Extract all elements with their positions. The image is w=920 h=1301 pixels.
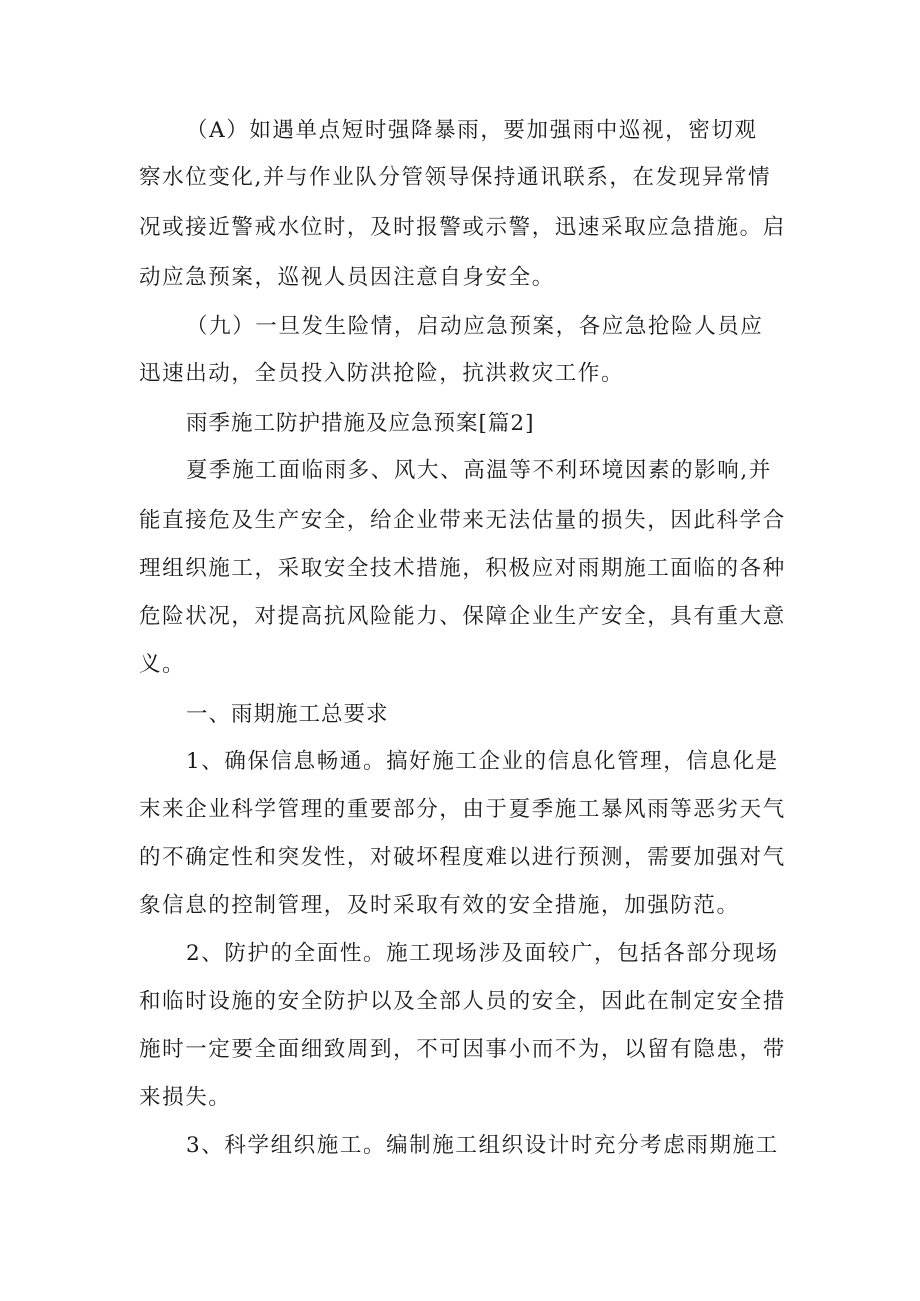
item-1-line-1: 1、确保信息畅通。搞好施工企业的信息化管理，信息化是 [186,749,779,774]
item-2-line-1: 2、防护的全面性。施工现场涉及面较广，包括各部分现场 [186,941,779,966]
section-title: 雨季施工防护措施及应急预案[篇2] [186,411,535,436]
item-2-line-3: 施时一定要全面细致周到，不可因事小而不为，以留有隐患，带 [139,1037,786,1062]
paragraph-a-line-3: 况或接近警戒水位时，及时报警或示警，迅速采取应急措施。启 [139,215,786,240]
intro-paragraph-line-2: 能直接危及生产安全，给企业带来无法估量的损失，因此科学合 [139,508,786,533]
item-2-line-4: 来损失。 [139,1085,232,1110]
intro-paragraph-line-3: 理组织施工，采取安全技术措施，积极应对雨期施工面临的各种 [139,556,786,581]
item-1-line-3: 的不确定性和突发性，对破坏程度难以进行预测，需要加强对气 [139,845,786,870]
intro-paragraph-line-5: 义。 [139,652,186,677]
heading-one: 一、雨期施工总要求 [186,702,389,727]
paragraph-a-line-1: （A）如遇单点短时强降暴雨，要加强雨中巡视，密切观 [186,118,758,143]
intro-paragraph-line-1: 夏季施工面临雨多、风大、高温等不利环境因素的影响,并 [186,458,772,483]
item-3-line-1: 3、科学组织施工。编制施工组织设计时充分考虑雨期施工 [186,1133,779,1158]
item-1-line-4: 象信息的控制管理，及时采取有效的安全措施，加强防范。 [139,893,740,918]
intro-paragraph-line-4: 危险状况，对提高抗风险能力、保障企业生产安全，具有重大意 [139,604,786,629]
paragraph-a-line-2: 察水位变化,并与作业队分管领导保持通讯联系，在发现异常情 [139,165,772,190]
item-2-line-2: 和临时设施的安全防护以及全部人员的安全，因此在制定安全措 [139,989,786,1014]
paragraph-nine-line-2: 迅速出动，全员投入防洪抢险，抗洪救灾工作。 [139,361,625,386]
item-1-line-2: 末来企业科学管理的重要部分，由于夏季施工暴风雨等恶劣天气 [139,797,786,822]
paragraph-nine-line-1: （九）一旦发生险情，启动应急预案，各应急抢险人员应 [186,314,764,339]
paragraph-a-line-4: 动应急预案，巡视人员因注意自身安全。 [139,265,555,290]
